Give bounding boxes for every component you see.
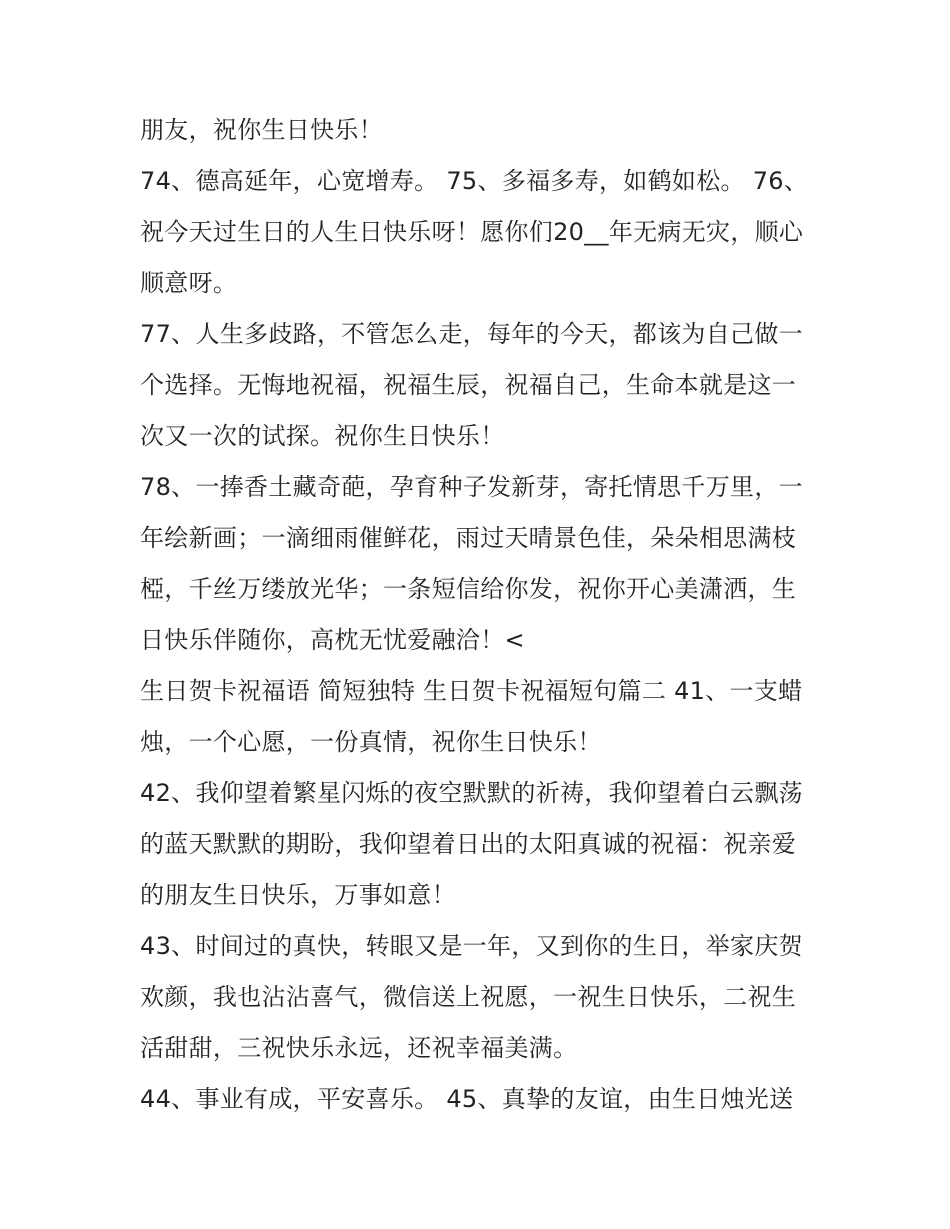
- text-line: 年绘新画；一滴细雨催鲜花，雨过天晴景色佳，朵朵相思满枝: [140, 524, 797, 552]
- text-line: 74、德高延年，心宽增寿。 75、多福多寿，如鹤如松。 76、: [140, 167, 809, 195]
- text-line: 77、人生多歧路，不管怎么走，每年的今天，都该为自己做一: [140, 320, 803, 348]
- text-line: 44、事业有成，平安喜乐。 45、真挚的友谊，由生日烛光送: [140, 1085, 794, 1113]
- text-line: 烛，一个心愿，一份真情，祝你生日快乐！: [140, 728, 602, 756]
- text-line: 次又一次的试探。祝你生日快乐！: [140, 422, 505, 450]
- text-line: 生日贺卡祝福语 简短独特 生日贺卡祝福短句篇二 41、一支蜡: [140, 677, 803, 705]
- text-line: 朋友，祝你生日快乐！: [140, 116, 383, 144]
- text-line: 78、一捧香土藏奇葩，孕育种子发新芽，寄托情思千万里，一: [140, 473, 803, 501]
- text-line: 顺意呀。: [140, 269, 238, 297]
- text-line: 欢颜，我也沾沾喜气，微信送上祝愿，一祝生日快乐，二祝生: [140, 983, 797, 1011]
- text-line: 祝今天过生日的人生日快乐呀！愿你们20__年无病无灾，顺心: [140, 218, 804, 246]
- text-line: 的蓝天默默的期盼，我仰望着日出的太阳真诚的祝福：祝亲爱: [140, 830, 797, 858]
- text-line: 42、我仰望着繁星闪烁的夜空默默的祈祷，我仰望着白云飘荡: [140, 779, 803, 807]
- text-line: 活甜甜，三祝快乐永远，还祝幸福美满。: [140, 1034, 578, 1062]
- text-line: 椏，千丝万缕放光华；一条短信给你发，祝你开心美潇洒，生: [140, 575, 797, 603]
- text-line: 日快乐伴随你，高枕无忧爱融洽！<: [140, 626, 525, 654]
- text-line: 43、时间过的真快，转眼又是一年，又到你的生日，举家庆贺: [140, 932, 803, 960]
- text-line: 的朋友生日快乐，万事如意！: [140, 881, 456, 909]
- text-line: 个选择。无悔地祝福，祝福生辰，祝福自己，生命本就是这一: [140, 371, 797, 399]
